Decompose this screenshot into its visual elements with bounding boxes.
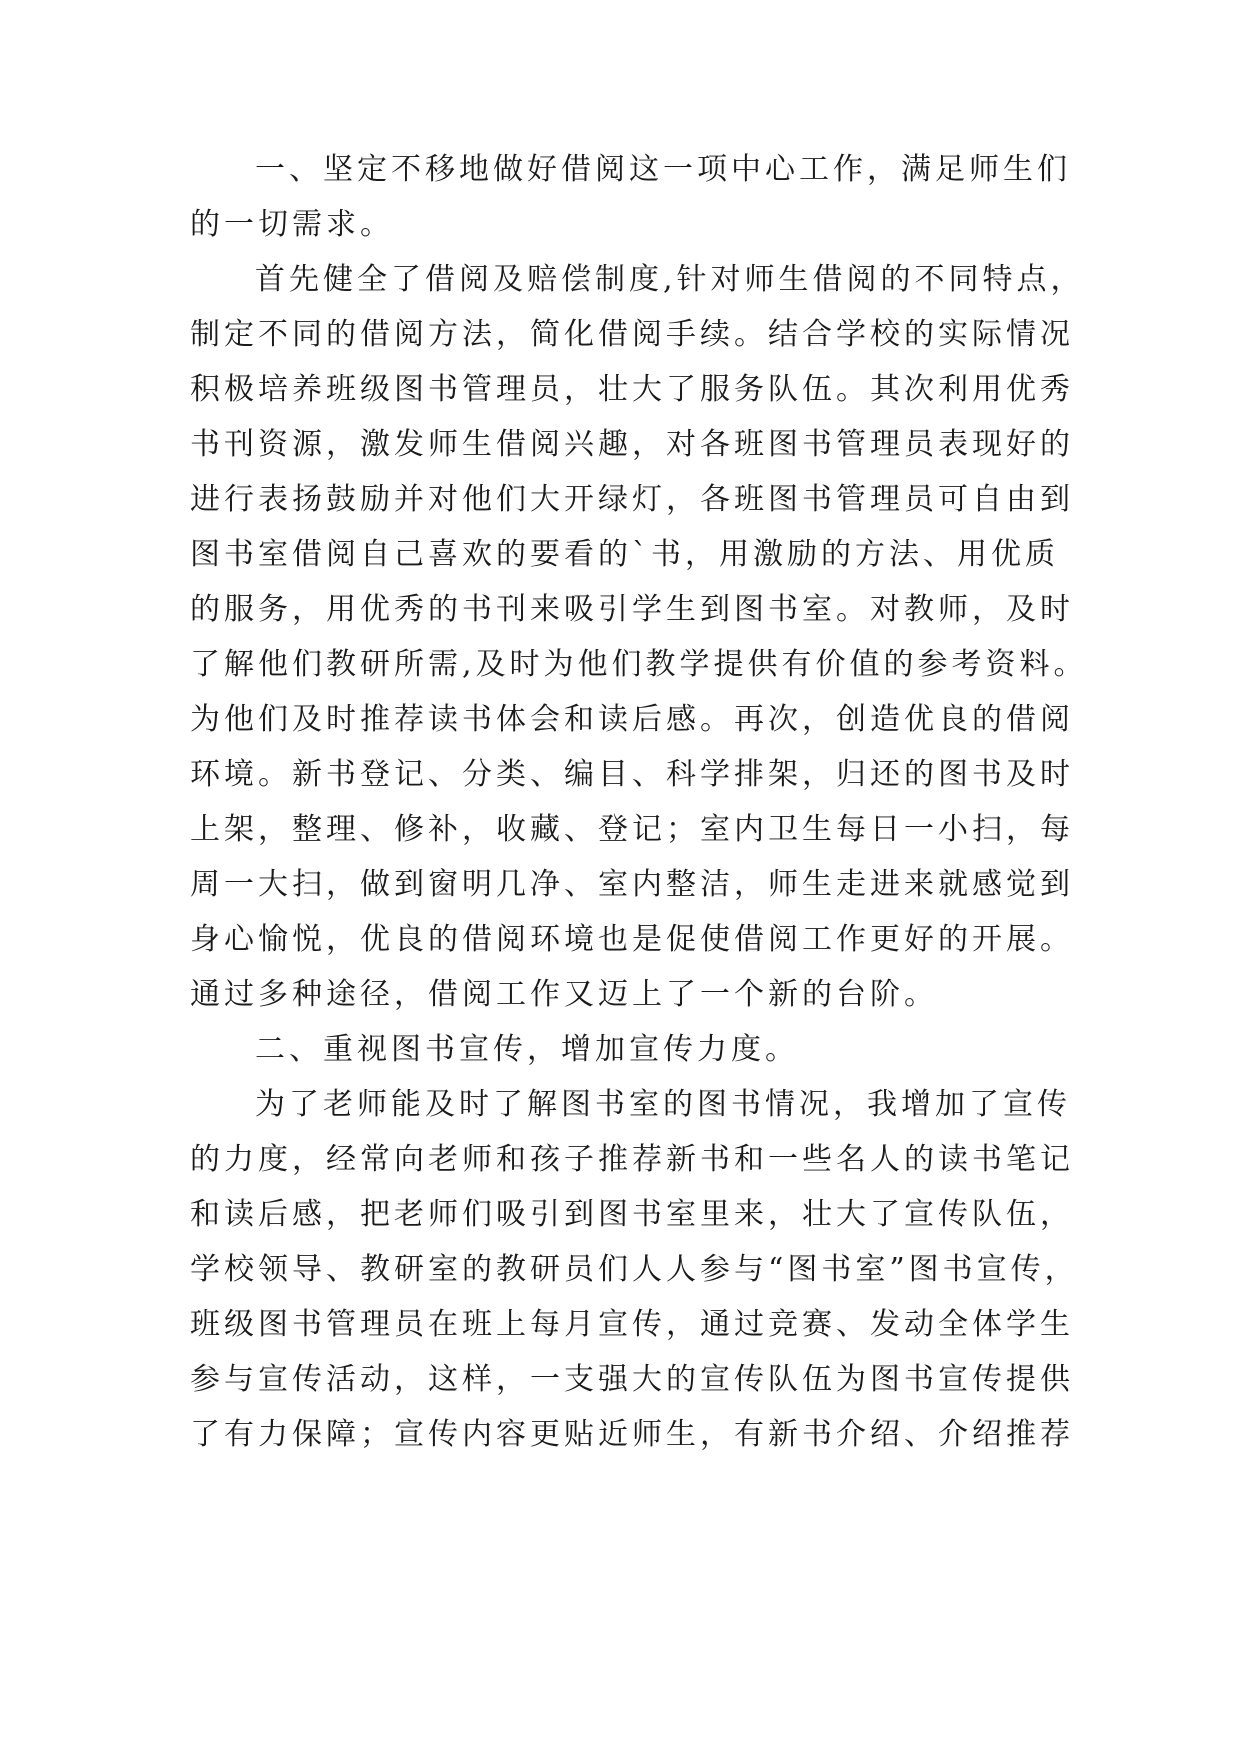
text-line: 了解他们教研所需,及时为他们教学提供有价值的参考资料。 bbox=[190, 647, 1088, 682]
section-heading-2: 二、重视图书宣传，增加宣传力度。 bbox=[255, 1032, 799, 1067]
text-line: 了有力保障；宣传内容更贴近师生，有新书介绍、介绍推荐 bbox=[190, 1417, 1074, 1452]
text-line: 班级图书管理员在班上每月宣传，通过竞赛、发动全体学生 bbox=[190, 1307, 1074, 1342]
text-line: 参与宣传活动，这样，一支强大的宣传队伍为图书宣传提供 bbox=[190, 1362, 1074, 1397]
text-line: 学校领导、教研室的教研员们人人参与“图书室”图书宣传， bbox=[190, 1252, 1079, 1287]
text-line: 为他们及时推荐读书体会和读后感。再次，创造优良的借阅 bbox=[190, 702, 1074, 737]
text-line: 书刊资源，激发师生借阅兴趣，对各班图书管理员表现好的 bbox=[190, 427, 1074, 462]
text-line: 的一切需求。 bbox=[190, 207, 394, 242]
text-line: 制定不同的借阅方法，简化借阅手续。结合学校的实际情况 bbox=[190, 317, 1074, 352]
text-line: 的力度，经常向老师和孩子推荐新书和一些名人的读书笔记 bbox=[190, 1142, 1074, 1177]
text-line: 身心愉悦，优良的借阅环境也是促使借阅工作更好的开展。 bbox=[190, 922, 1074, 957]
text-line: 的服务，用优秀的书刊来吸引学生到图书室。对教师，及时 bbox=[190, 592, 1074, 627]
text-line: 图书室借阅自己喜欢的要看的`书，用激励的方法、用优质 bbox=[190, 537, 1059, 572]
section-heading-1: 一、坚定不移地做好借阅这一项中心工作，满足师生们 bbox=[255, 152, 1071, 187]
text-line: 通过多种途径，借阅工作又迈上了一个新的台阶。 bbox=[190, 977, 938, 1012]
text-line: 周一大扫，做到窗明几净、室内整洁，师生走进来就感觉到 bbox=[190, 867, 1074, 902]
text-line: 和读后感，把老师们吸引到图书室里来，壮大了宣传队伍， bbox=[190, 1197, 1074, 1232]
text-line: 积极培养班级图书管理员，壮大了服务队伍。其次利用优秀 bbox=[190, 372, 1074, 407]
text-line: 进行表扬鼓励并对他们大开绿灯，各班图书管理员可自由到 bbox=[190, 482, 1074, 517]
text-line: 首先健全了借阅及赔偿制度,针对师生借阅的不同特点， bbox=[255, 262, 1085, 297]
text-line: 环境。新书登记、分类、编目、科学排架，归还的图书及时 bbox=[190, 757, 1074, 792]
text-line: 为了老师能及时了解图书室的图书情况，我增加了宣传 bbox=[255, 1087, 1071, 1122]
text-line: 上架，整理、修补，收藏、登记；室内卫生每日一小扫，每 bbox=[190, 812, 1074, 847]
